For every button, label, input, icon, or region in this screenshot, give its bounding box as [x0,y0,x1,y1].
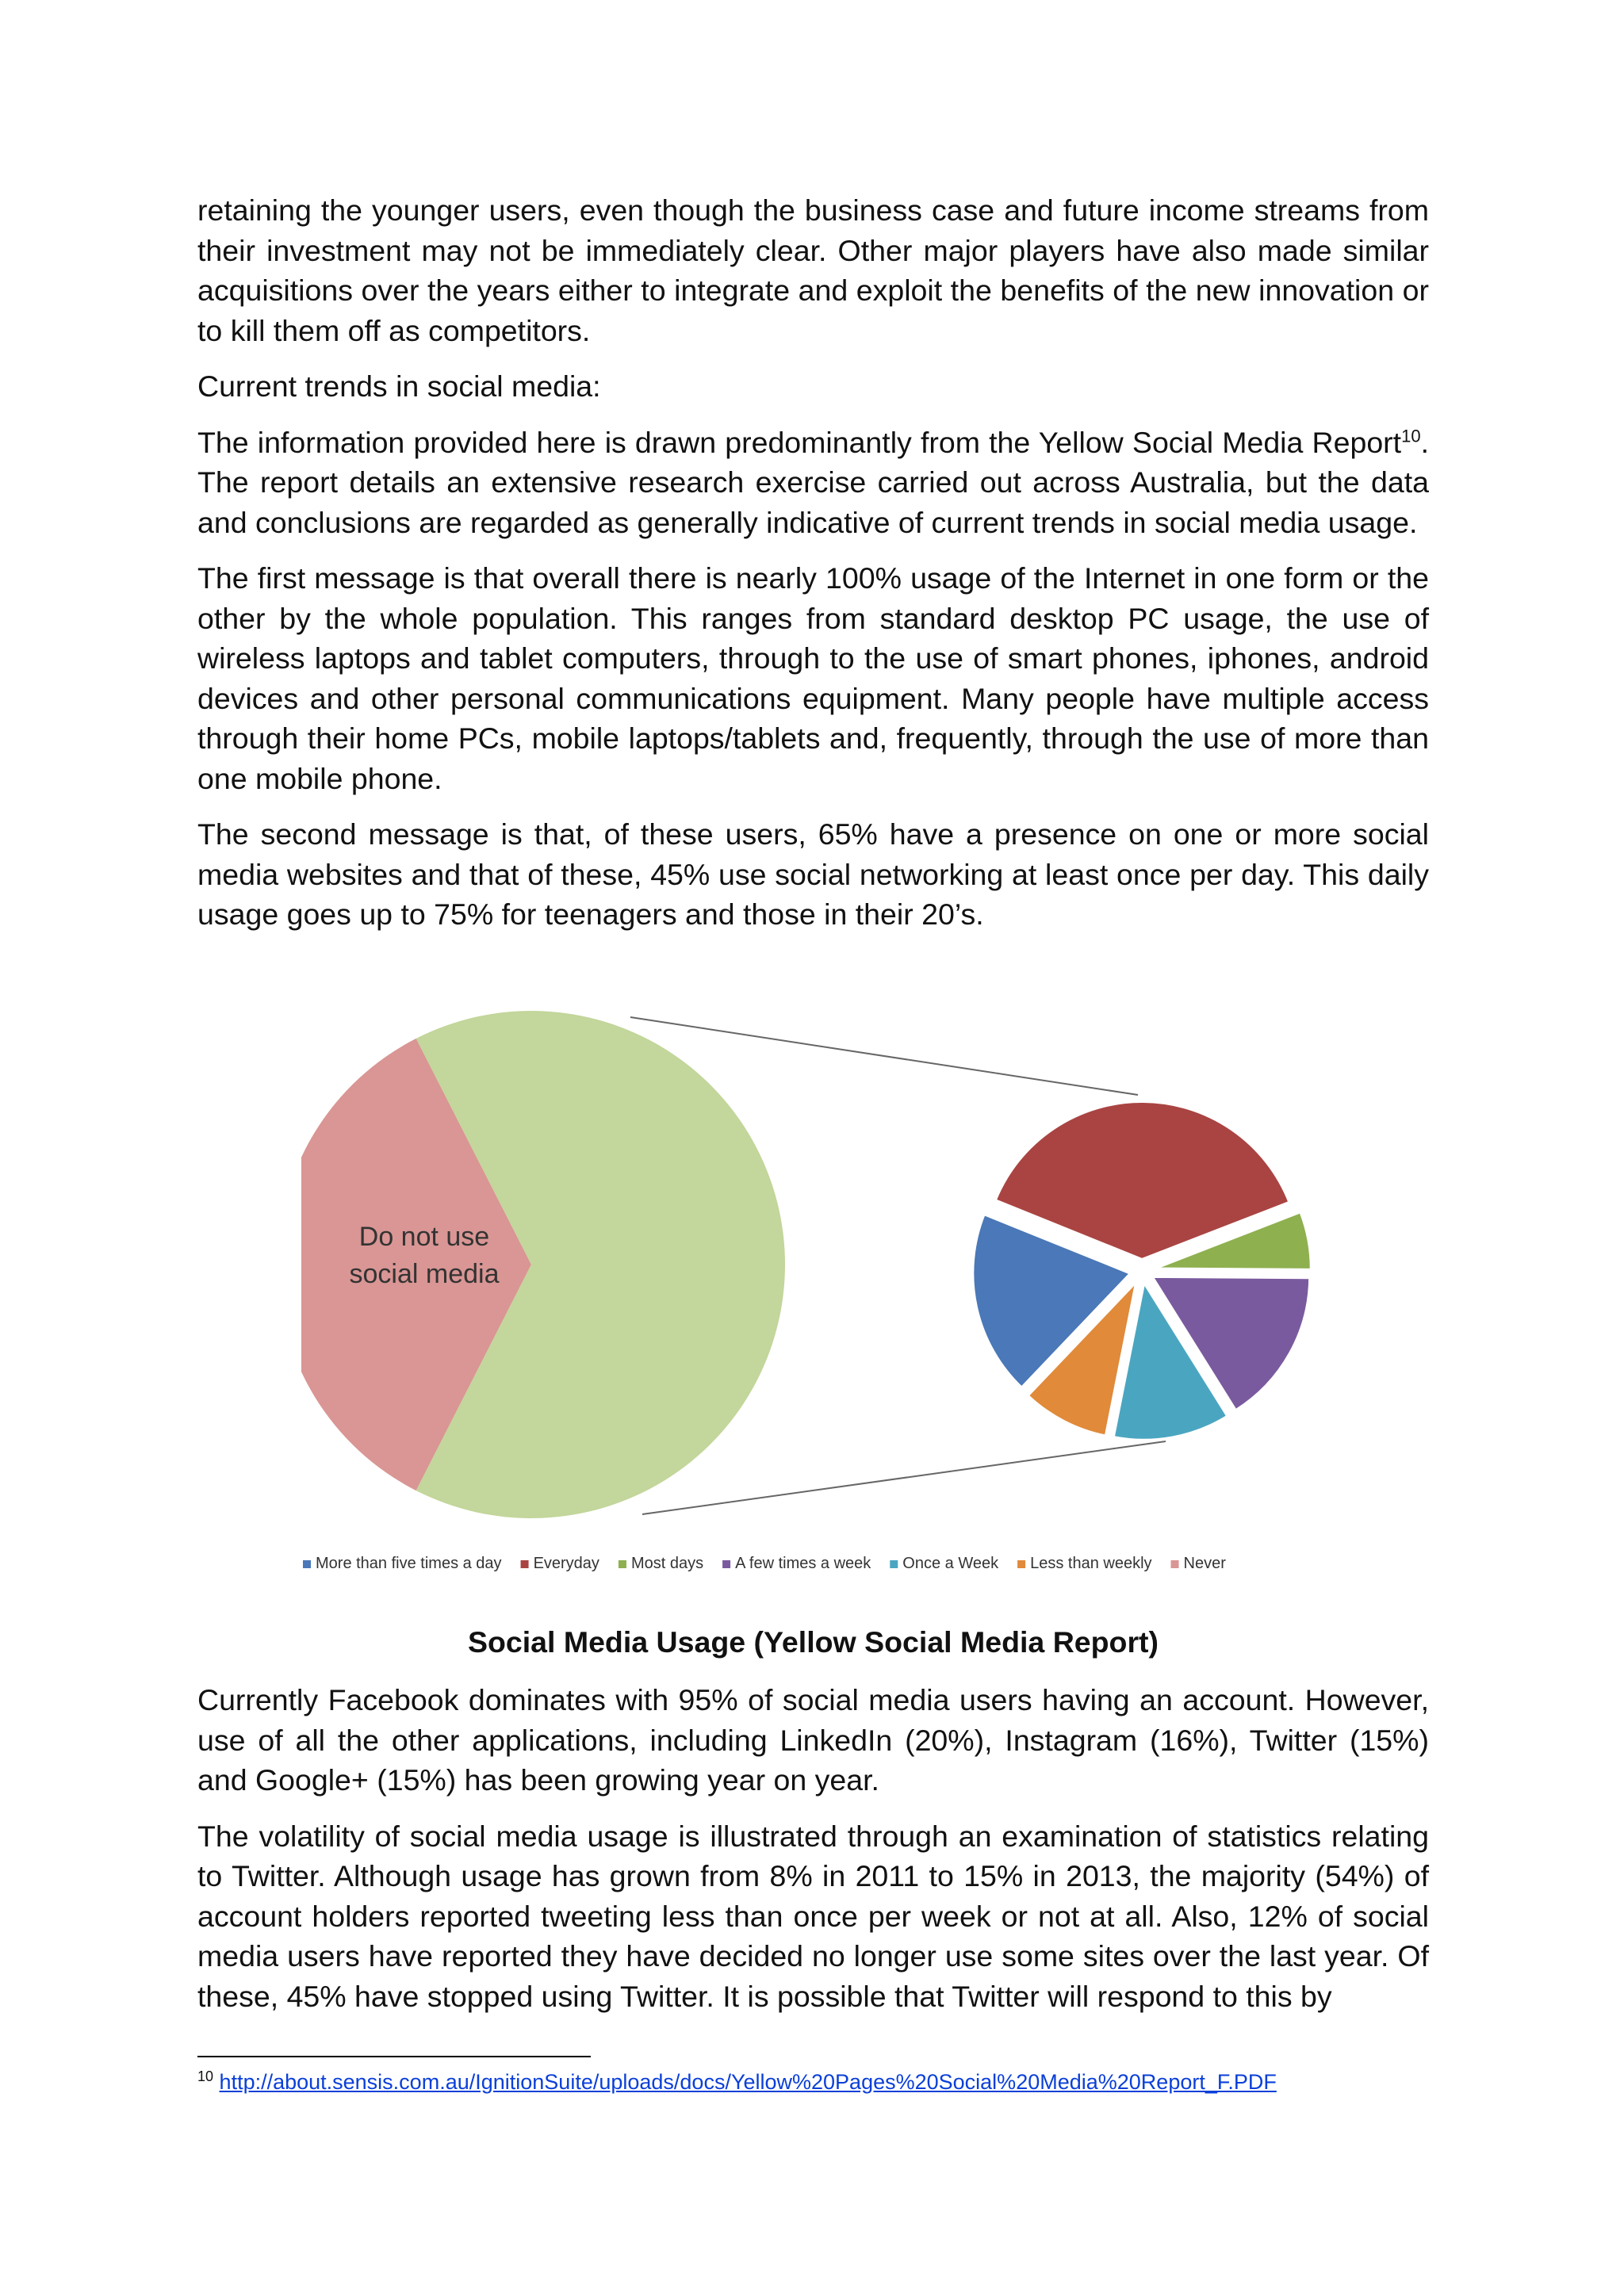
footnote-link[interactable]: http://about.sensis.com.au/IgnitionSuite/uploads/docs/Yellow%20Pages%20Social%20Media%20Report_F.PDF [219,2070,1277,2094]
footnote-number: 10 [197,2068,214,2084]
legend-label: More than five times a day [316,1555,502,1572]
legend-label: Never [1183,1555,1226,1572]
paragraph-with-footnote [197,423,1429,543]
legend-swatch [1017,1560,1025,1568]
legend-swatch [1171,1560,1179,1568]
legend-swatch [303,1560,311,1568]
legend-swatch [619,1560,626,1568]
connector-line-bottom [642,1441,1166,1514]
paragraph: The first message is that overall there is nearly 100% usage of the Internet in one form or the other by the whole population. This ranges from standard desktop PC usage, the use of wireless laptops and tablet computers, through to the use of smart phones, iphones, android devices and other personal communications equipment. Many people have multiple access through their home PCs, mobile laptops/tablets and, frequently, through the use of more than one mobile phone. [197,561,1429,795]
footnote [197,2068,1429,2096]
legend-label: Most days [630,1555,704,1572]
legend-swatch [722,1560,730,1568]
legend-label: Once a Week [902,1555,999,1572]
main-pie-label-line2: social media [349,1259,500,1289]
figure-caption: Social Media Usage (Yellow Social Media Report) [467,1625,1159,1659]
main-pie-label-line1: Do not use [358,1222,490,1252]
legend-swatch [890,1560,898,1568]
chart-legend [303,1555,1226,1572]
section-heading: Current trends in social media: [197,369,601,403]
paragraph-text: . The report details an extensive research exercise carried out across Australia, but the data and conclusions are regarded as generally indicative of current trends in social media usage. [197,425,1429,539]
breakout-pie [972,1101,1311,1441]
paragraph: The second message is that, of these users, 65% have a presence on one or more social media websites and that of these, 45% use social networking at least once per day. This daily usage goes up to 75% for teenagers and those in their 20’s. [197,817,1429,931]
footnote-ref[interactable]: 10 [1401,426,1421,446]
legend-label: Everyday [533,1555,599,1572]
legend-swatch [521,1560,529,1568]
paragraph: retaining the younger users, even though the business case and future income streams from their investment may not be immediately clear. Other major players have also made similar acquisitions over the years either to integrate and exploit the benefits of the new innovation or to kill them off as competitors. [197,193,1429,347]
paragraph-text: The information provided here is drawn predominantly from the Yellow Social Media Report [197,425,1402,459]
footnote-divider [197,2056,591,2057]
paragraph: The volatility of social media usage is illustrated through an examination of statistics relating to Twitter. Although usage has grown from 8% in 2011 to 15% in 2013, the majority (54%) of account holders reported tweeting less than once per week or not at all. Also, 12% of social media users have reported they have decided no longer use some sites over the last year. Of these, 45% have stopped using Twitter. It is possible that Twitter will respond to this by [197,1819,1429,2013]
social-media-usage-chart [301,1003,1332,1605]
body-text-top [197,190,1429,951]
body-text-bottom [197,1680,1429,2032]
legend-label: A few times a week [735,1555,871,1572]
legend-label: Less than weekly [1030,1555,1152,1572]
chart-svg [301,1003,1332,1605]
paragraph: Currently Facebook dominates with 95% of social media users having an account. However, use of all the other applications, including LinkedIn (20%), Instagram (16%), Twitter (15%) and Google+ (15%) has been growing year on year. [197,1683,1429,1797]
